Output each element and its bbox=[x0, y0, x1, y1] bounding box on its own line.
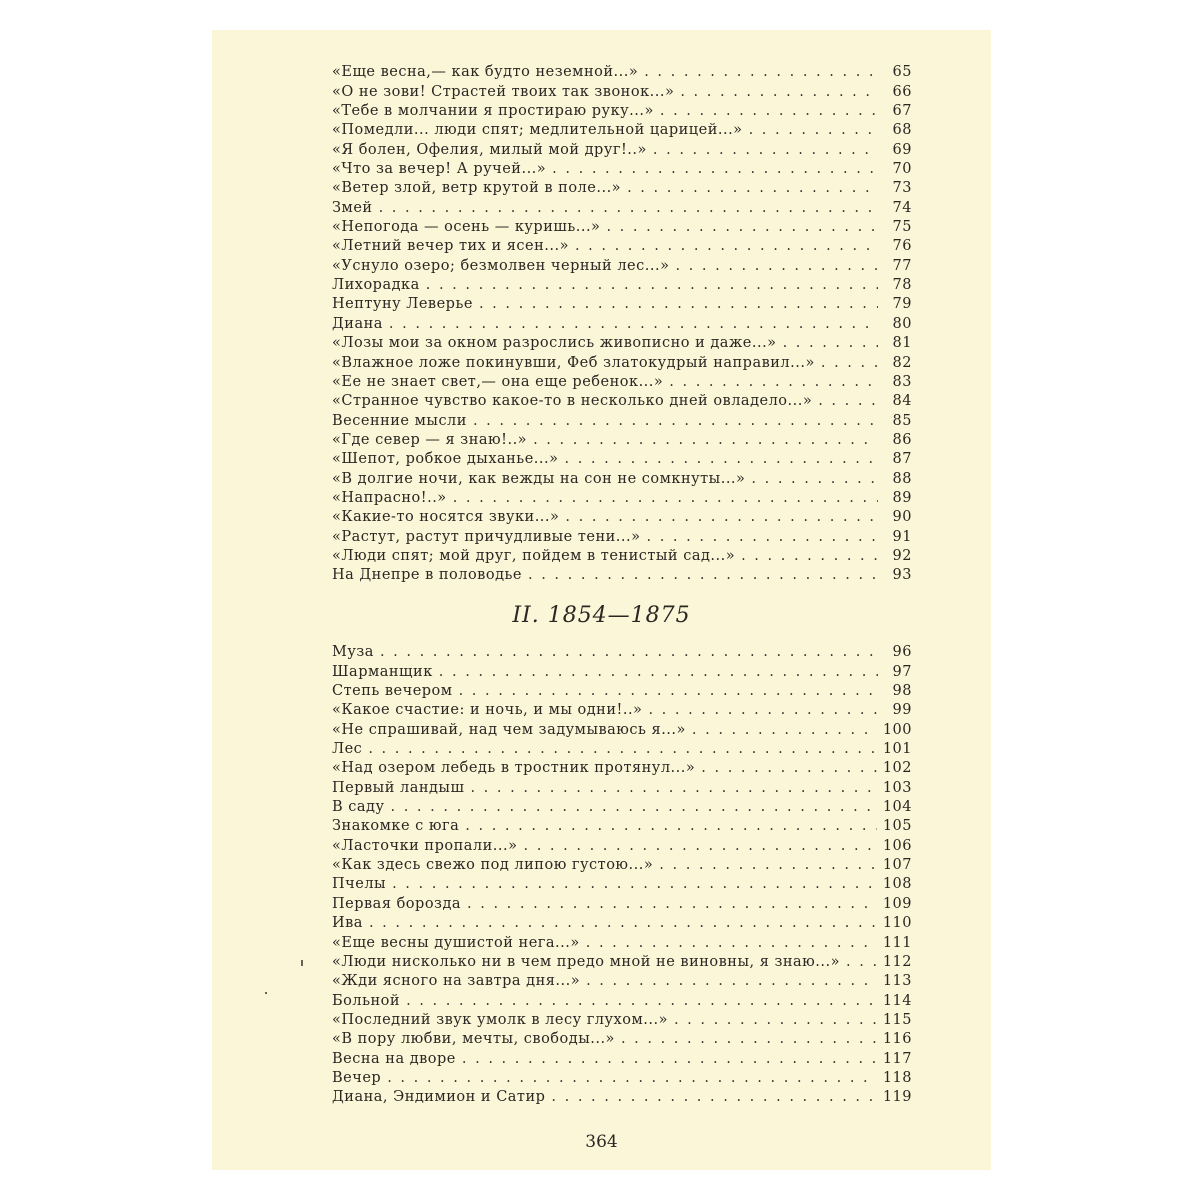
entry-title: «Еще весны душистой нега...» bbox=[332, 934, 580, 951]
entry-title: «Я болен, Офелия, милый мой друг!..» bbox=[332, 141, 647, 158]
dot-leader bbox=[392, 875, 877, 894]
dot-leader bbox=[586, 934, 877, 953]
toc-entry bbox=[332, 566, 912, 585]
entry-title: Диана, Эндимион и Сатир bbox=[332, 1089, 546, 1106]
entry-page-number: 99 bbox=[892, 702, 912, 719]
entry-title: «Растут, растут причудливые тени...» bbox=[332, 528, 641, 545]
dot-leader bbox=[674, 1011, 877, 1030]
toc-entry bbox=[332, 662, 912, 681]
toc-entry bbox=[332, 817, 912, 836]
entry-title: «Ее не знает свет,— она еще ребенок...» bbox=[332, 373, 664, 390]
toc-entry bbox=[332, 1030, 912, 1049]
toc-entry bbox=[332, 82, 912, 101]
dot-leader bbox=[426, 276, 878, 295]
print-speck bbox=[265, 992, 267, 994]
toc-entry bbox=[332, 798, 912, 817]
entry-title: В саду bbox=[332, 799, 385, 816]
entry-title: «Что за вечер! А ручей...» bbox=[332, 161, 547, 178]
entry-page-number: 115 bbox=[882, 1011, 912, 1028]
toc-entry bbox=[332, 953, 912, 972]
print-speck bbox=[301, 960, 303, 966]
dot-leader bbox=[646, 528, 878, 547]
entry-title: Весна на дворе bbox=[332, 1050, 456, 1067]
toc-entry bbox=[332, 991, 912, 1010]
toc-entry bbox=[332, 547, 912, 566]
entry-page-number: 74 bbox=[892, 199, 912, 216]
entry-title: Змей bbox=[332, 199, 373, 216]
toc-entry bbox=[332, 256, 912, 275]
contents-list-part-1 bbox=[332, 63, 912, 585]
entry-page-number: 87 bbox=[892, 451, 912, 468]
dot-leader bbox=[465, 817, 877, 836]
entry-title: Лес bbox=[332, 741, 363, 758]
entry-title: «Где север — я знаю!..» bbox=[332, 431, 528, 448]
dot-leader bbox=[621, 1030, 877, 1049]
entry-page-number: 75 bbox=[892, 219, 912, 236]
dot-leader bbox=[846, 953, 877, 972]
toc-entry bbox=[332, 489, 912, 508]
entry-title: Весенние мысли bbox=[332, 412, 467, 429]
entry-page-number: 119 bbox=[882, 1089, 912, 1106]
toc-entry bbox=[332, 875, 912, 894]
dot-leader bbox=[586, 972, 877, 991]
dot-leader bbox=[818, 392, 878, 411]
dot-leader bbox=[523, 837, 876, 856]
toc-entry bbox=[332, 450, 912, 469]
toc-entry bbox=[332, 218, 912, 237]
dot-leader bbox=[644, 63, 878, 82]
toc-entry bbox=[332, 643, 912, 662]
entry-page-number: 114 bbox=[882, 992, 912, 1009]
entry-title: Лихорадка bbox=[332, 277, 420, 294]
entry-title: «Помедли... люди спят; медлительной царицей...» bbox=[332, 122, 743, 139]
dot-leader bbox=[741, 547, 878, 566]
dot-leader bbox=[606, 218, 878, 237]
toc-entry bbox=[332, 160, 912, 179]
toc-entry bbox=[332, 682, 912, 701]
entry-page-number: 109 bbox=[882, 895, 912, 912]
toc-entry bbox=[332, 121, 912, 140]
entry-title: «Не спрашивай, над чем задумываюсь я...» bbox=[332, 721, 686, 738]
entry-page-number: 111 bbox=[882, 934, 912, 951]
entry-title: «Еще весна,— как будто неземной...» bbox=[332, 64, 639, 81]
entry-page-number: 85 bbox=[892, 412, 912, 429]
dot-leader bbox=[680, 83, 878, 102]
toc-entry bbox=[332, 740, 912, 759]
entry-title: «Как здесь свежо под липою густою...» bbox=[332, 857, 654, 874]
entry-title: «Напрасно!..» bbox=[332, 489, 447, 506]
toc-entry bbox=[332, 392, 912, 411]
dot-leader bbox=[565, 508, 878, 527]
entry-title: «Люди спят; мой друг, пойдем в тенистый сад...» bbox=[332, 547, 736, 564]
toc-entry bbox=[332, 1049, 912, 1068]
entry-page-number: 117 bbox=[882, 1050, 912, 1067]
dot-leader bbox=[369, 914, 877, 933]
entry-page-number: 73 bbox=[892, 180, 912, 197]
entry-page-number: 92 bbox=[892, 547, 912, 564]
toc-entry bbox=[332, 179, 912, 198]
entry-page-number: 65 bbox=[892, 64, 912, 81]
toc-entry bbox=[332, 914, 912, 933]
toc-entry bbox=[332, 759, 912, 778]
entry-title: «Влажное ложе покинувши, Феб златокудрый направил...» bbox=[332, 354, 815, 371]
toc-entry bbox=[332, 314, 912, 333]
entry-title: Ива bbox=[332, 915, 363, 932]
entry-page-number: 108 bbox=[882, 876, 912, 893]
entry-page-number: 90 bbox=[892, 509, 912, 526]
entry-page-number: 102 bbox=[882, 760, 912, 777]
dot-leader bbox=[627, 179, 878, 198]
toc-entry bbox=[332, 411, 912, 430]
toc-entry bbox=[332, 508, 912, 527]
toc-entry bbox=[332, 778, 912, 797]
entry-page-number: 80 bbox=[892, 315, 912, 332]
entry-page-number: 69 bbox=[892, 141, 912, 158]
dot-leader bbox=[751, 470, 878, 489]
entry-page-number: 77 bbox=[892, 257, 912, 274]
toc-entry bbox=[332, 836, 912, 855]
toc-entry bbox=[332, 276, 912, 295]
entry-title: «Какие-то носятся звуки...» bbox=[332, 509, 560, 526]
toc-entry bbox=[332, 720, 912, 739]
entry-page-number: 110 bbox=[882, 915, 912, 932]
toc-entry bbox=[332, 102, 912, 121]
dot-leader bbox=[473, 412, 878, 431]
toc-entry bbox=[332, 431, 912, 450]
dot-leader bbox=[462, 1050, 877, 1069]
entry-page-number: 82 bbox=[892, 354, 912, 371]
entry-page-number: 105 bbox=[882, 818, 912, 835]
toc-entry bbox=[332, 1011, 912, 1030]
dot-leader bbox=[467, 895, 877, 914]
dot-leader bbox=[389, 315, 878, 334]
entry-page-number: 104 bbox=[882, 799, 912, 816]
toc-entry bbox=[332, 1069, 912, 1088]
toc-entry bbox=[332, 353, 912, 372]
entry-title: Муза bbox=[332, 644, 374, 661]
toc-entry bbox=[332, 237, 912, 256]
entry-title: «Непогода — осень — куришь...» bbox=[332, 219, 601, 236]
entry-title: Шарманщик bbox=[332, 663, 433, 680]
entry-title: «В пору любви, мечты, свободы...» bbox=[332, 1031, 615, 1048]
dot-leader bbox=[533, 431, 878, 450]
entry-page-number: 91 bbox=[892, 528, 912, 545]
entry-page-number: 98 bbox=[892, 683, 912, 700]
toc-entry bbox=[332, 1088, 912, 1107]
entry-title: «Уснуло озеро; безмолвен черный лес...» bbox=[332, 257, 670, 274]
entry-page-number: 89 bbox=[892, 489, 912, 506]
toc-entry bbox=[332, 894, 912, 913]
dot-leader bbox=[675, 257, 878, 276]
entry-title: Пчелы bbox=[332, 876, 387, 893]
entry-page-number: 118 bbox=[882, 1069, 912, 1086]
entry-title: «Летний вечер тих и ясен...» bbox=[332, 238, 569, 255]
dot-leader bbox=[749, 121, 878, 140]
dot-leader bbox=[669, 373, 878, 392]
dot-leader bbox=[648, 701, 878, 720]
entry-title: Нептуну Леверье bbox=[332, 296, 473, 313]
entry-page-number: 79 bbox=[892, 296, 912, 313]
entry-title: «Тебе в молчании я простираю руку...» bbox=[332, 103, 654, 120]
toc-entry bbox=[332, 140, 912, 159]
entry-page-number: 103 bbox=[882, 779, 912, 796]
dot-leader bbox=[701, 759, 877, 778]
entry-title: Знакомке с юга bbox=[332, 818, 460, 835]
entry-title: Степь вечером bbox=[332, 683, 453, 700]
dot-leader bbox=[783, 334, 878, 353]
dot-leader bbox=[551, 1088, 876, 1107]
dot-leader bbox=[379, 199, 878, 218]
entry-page-number: 112 bbox=[882, 953, 912, 970]
entry-title: «Шепот, робкое дыханье...» bbox=[332, 451, 559, 468]
dot-leader bbox=[368, 740, 877, 759]
dot-leader bbox=[380, 643, 878, 662]
dot-leader bbox=[528, 566, 878, 585]
entry-page-number: 101 bbox=[882, 741, 912, 758]
entry-title: Первый ландыш bbox=[332, 779, 465, 796]
dot-leader bbox=[565, 450, 879, 469]
toc-entry bbox=[332, 373, 912, 392]
toc-entry bbox=[332, 701, 912, 720]
dot-leader bbox=[406, 992, 877, 1011]
entry-page-number: 84 bbox=[892, 393, 912, 410]
page-number: 364 bbox=[585, 1132, 618, 1152]
entry-page-number: 78 bbox=[892, 277, 912, 294]
entry-title: «Какое счастие: и ночь, и мы одни!..» bbox=[332, 702, 643, 719]
entry-title: «Люди нисколько ни в чем предо мной не виновны, я знаю...» bbox=[332, 953, 841, 970]
entry-page-number: 67 bbox=[892, 103, 912, 120]
entry-page-number: 96 bbox=[892, 644, 912, 661]
toc-entry bbox=[332, 933, 912, 952]
entry-page-number: 113 bbox=[882, 973, 912, 990]
dot-leader bbox=[453, 489, 878, 508]
book-page bbox=[212, 30, 991, 1170]
toc-entry bbox=[332, 295, 912, 314]
entry-page-number: 70 bbox=[892, 161, 912, 178]
dot-leader bbox=[659, 856, 877, 875]
entry-page-number: 76 bbox=[892, 238, 912, 255]
entry-page-number: 107 bbox=[882, 857, 912, 874]
dot-leader bbox=[459, 682, 878, 701]
entry-title: Вечер bbox=[332, 1069, 382, 1086]
entry-title: Диана bbox=[332, 315, 383, 332]
dot-leader bbox=[552, 160, 878, 179]
dot-leader bbox=[470, 779, 876, 798]
toc-entry bbox=[332, 972, 912, 991]
entry-page-number: 68 bbox=[892, 122, 912, 139]
toc-entry bbox=[332, 334, 912, 353]
dot-leader bbox=[387, 1069, 877, 1088]
toc-entry bbox=[332, 856, 912, 875]
dot-leader bbox=[653, 141, 878, 160]
dot-leader bbox=[479, 295, 878, 314]
section-heading: II. 1854—1875 bbox=[512, 603, 691, 628]
entry-title: «Над озером лебедь в тростник протянул...» bbox=[332, 760, 696, 777]
entry-page-number: 116 bbox=[882, 1031, 912, 1048]
entry-title: «Ласточки пропали...» bbox=[332, 837, 518, 854]
entry-title: «Жди ясного на завтра дня...» bbox=[332, 973, 581, 990]
toc-entry bbox=[332, 469, 912, 488]
toc-entry bbox=[332, 63, 912, 82]
toc-entry bbox=[332, 527, 912, 546]
entry-title: «Лозы мои за окном разрослись живописно и даже...» bbox=[332, 335, 777, 352]
dot-leader bbox=[660, 102, 878, 121]
dot-leader bbox=[692, 721, 877, 740]
entry-title: «Последний звук умолк в лесу глухом...» bbox=[332, 1011, 668, 1028]
entry-page-number: 66 bbox=[892, 83, 912, 100]
entry-page-number: 100 bbox=[882, 721, 912, 738]
dot-leader bbox=[575, 237, 878, 256]
entry-title: «Странное чувство какое-то в несколько дней овладело...» bbox=[332, 393, 813, 410]
entry-title: Больной bbox=[332, 992, 401, 1009]
entry-page-number: 83 bbox=[892, 373, 912, 390]
entry-title: «О не зови! Страстей твоих так звонок...» bbox=[332, 83, 675, 100]
dot-leader bbox=[821, 354, 878, 373]
entry-page-number: 86 bbox=[892, 431, 912, 448]
entry-title: «Ветер злой, ветр крутой в поле...» bbox=[332, 180, 622, 197]
entry-title: На Днепре в половодье bbox=[332, 567, 522, 584]
entry-page-number: 97 bbox=[892, 663, 912, 680]
entry-title: «В долгие ночи, как вежды на сон не сомкнуты...» bbox=[332, 470, 746, 487]
toc-entry bbox=[332, 198, 912, 217]
entry-page-number: 81 bbox=[892, 335, 912, 352]
entry-page-number: 106 bbox=[882, 837, 912, 854]
dot-leader bbox=[439, 663, 878, 682]
dot-leader bbox=[391, 798, 877, 817]
entry-page-number: 93 bbox=[892, 567, 912, 584]
entry-title: Первая борозда bbox=[332, 895, 462, 912]
contents-list-part-2 bbox=[332, 643, 912, 1107]
entry-page-number: 88 bbox=[892, 470, 912, 487]
